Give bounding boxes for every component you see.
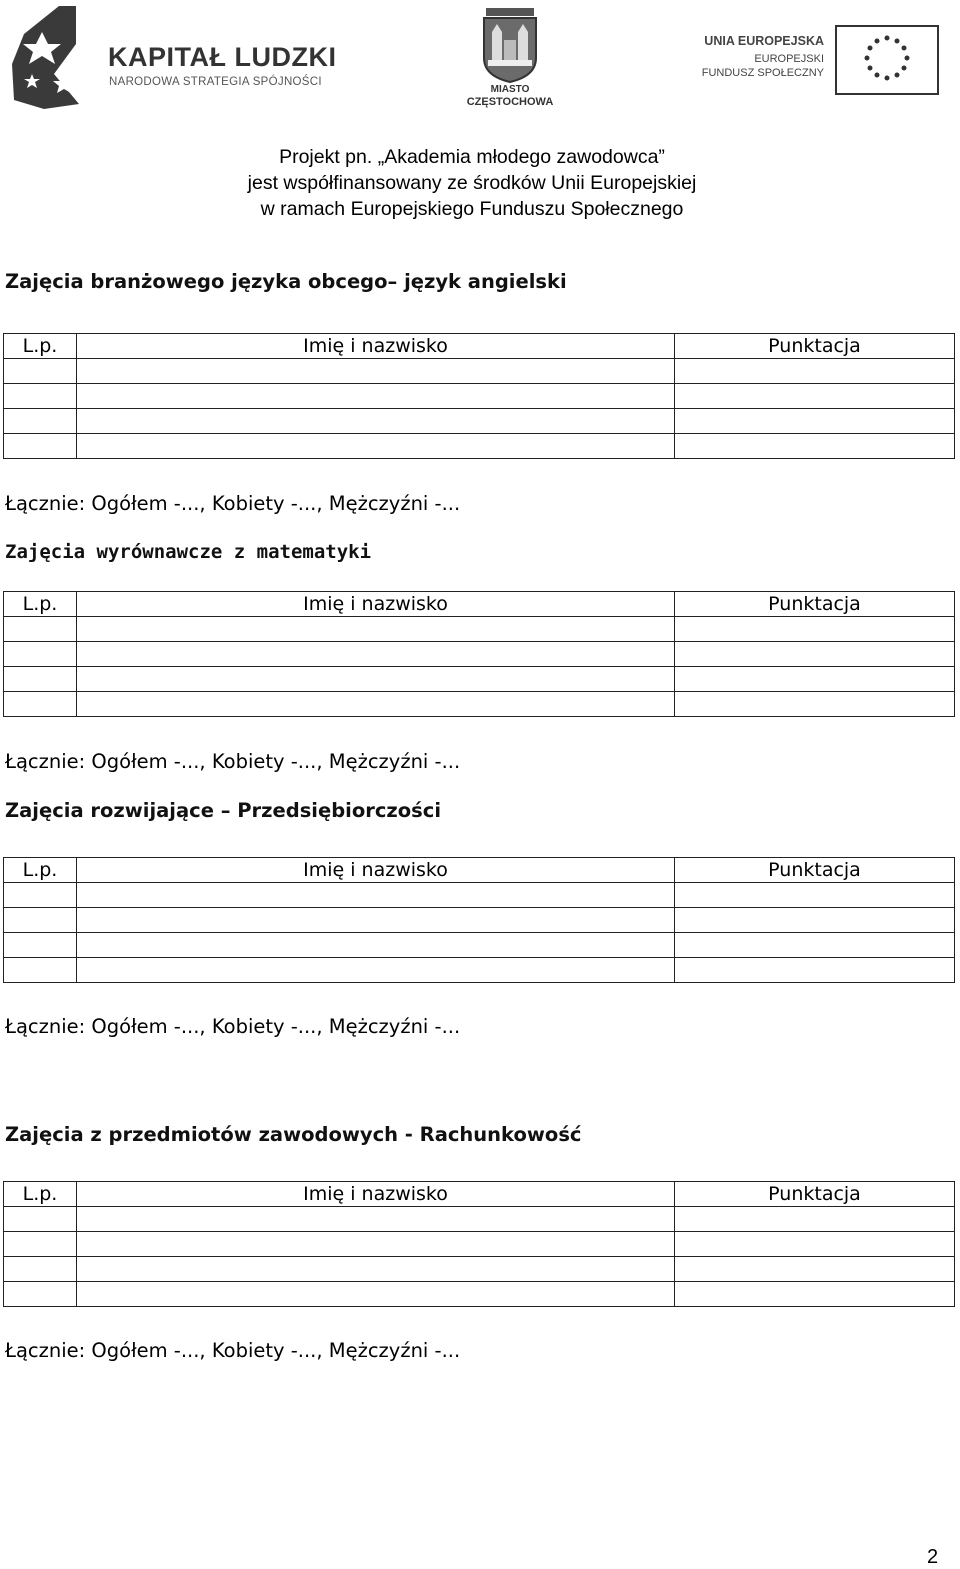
city-name-line2: CZĘSTOCHOWA — [466, 96, 554, 108]
summary-english: Łącznie: Ogółem -..., Kobiety -..., Mężczyźni -... — [5, 492, 461, 515]
participants-table-english — [3, 333, 955, 459]
table-row — [4, 1257, 955, 1282]
eu-line3: FUNDUSZ SPOŁECZNY — [701, 67, 824, 79]
participants-table-accounting — [3, 1181, 955, 1307]
cell-name[interactable] — [77, 1282, 675, 1307]
cell-lp[interactable] — [4, 908, 77, 933]
table-row — [4, 883, 955, 908]
cell-lp[interactable] — [4, 958, 77, 983]
cell-name[interactable] — [77, 933, 675, 958]
cell-lp[interactable] — [4, 1282, 77, 1307]
section-title-entrepreneurship: Zajęcia rozwijające – Przedsiębiorczości — [5, 799, 442, 822]
table-row — [4, 933, 955, 958]
header-score: Punktacja — [675, 334, 955, 359]
header-name: Imię i nazwisko — [77, 592, 675, 617]
cell-lp[interactable] — [4, 933, 77, 958]
header-score: Punktacja — [675, 1182, 955, 1207]
table-row — [4, 908, 955, 933]
cell-lp[interactable] — [4, 642, 77, 667]
table-row — [4, 617, 955, 642]
page-number: 2 — [927, 1546, 939, 1568]
cell-score[interactable] — [675, 409, 955, 434]
cell-name[interactable] — [77, 692, 675, 717]
cell-name[interactable] — [77, 1232, 675, 1257]
project-intro — [0, 144, 944, 222]
table-row — [4, 1232, 955, 1257]
cell-lp[interactable] — [4, 692, 77, 717]
summary-math: Łącznie: Ogółem -..., Kobiety -..., Mężczyźni -... — [5, 750, 461, 773]
cell-score[interactable] — [675, 642, 955, 667]
table-row — [4, 958, 955, 983]
table-header-row — [4, 1182, 955, 1207]
cell-name[interactable] — [77, 667, 675, 692]
cell-lp[interactable] — [4, 384, 77, 409]
intro-line-1: Projekt pn. „Akademia młodego zawodowca” — [279, 146, 665, 168]
cell-score[interactable] — [675, 617, 955, 642]
table-header-row — [4, 334, 955, 359]
eu-line1: UNIA EUROPEJSKA — [704, 34, 824, 48]
cell-lp[interactable] — [4, 409, 77, 434]
eu-efs-logo — [684, 24, 944, 96]
cell-lp[interactable] — [4, 667, 77, 692]
cell-score[interactable] — [675, 434, 955, 459]
cell-lp[interactable] — [4, 1257, 77, 1282]
summary-accounting: Łącznie: Ogółem -..., Kobiety -..., Mężczyźni -... — [5, 1339, 461, 1362]
table-row — [4, 434, 955, 459]
summary-entrepreneurship: Łącznie: Ogółem -..., Kobiety -..., Mężczyźni -... — [5, 1015, 461, 1038]
cell-name[interactable] — [77, 883, 675, 908]
cell-name[interactable] — [77, 617, 675, 642]
cell-name[interactable] — [77, 958, 675, 983]
cell-name[interactable] — [77, 1257, 675, 1282]
table-row — [4, 384, 955, 409]
cell-score[interactable] — [675, 958, 955, 983]
cell-name[interactable] — [77, 1207, 675, 1232]
czestochowa-coat-of-arms — [460, 6, 565, 112]
cell-score[interactable] — [675, 883, 955, 908]
cell-lp[interactable] — [4, 1207, 77, 1232]
intro-line-2: jest współfinansowany ze środków Unii Europejskiej — [247, 172, 697, 194]
section-title-math: Zajęcia wyrównawcze z matematyki — [5, 541, 372, 563]
cell-score[interactable] — [675, 359, 955, 384]
cell-score[interactable] — [675, 384, 955, 409]
table-row — [4, 1207, 955, 1232]
header-lp: L.p. — [4, 858, 77, 883]
cell-name[interactable] — [77, 908, 675, 933]
table-row — [4, 359, 955, 384]
section-title-english: Zajęcia branżowego języka obcego– język angielski — [5, 270, 567, 293]
cell-score[interactable] — [675, 1282, 955, 1307]
table-row — [4, 642, 955, 667]
eu-line2: EUROPEJSKI — [754, 53, 824, 65]
cell-score[interactable] — [675, 908, 955, 933]
city-name-line1: MIASTO — [490, 84, 530, 95]
cell-lp[interactable] — [4, 434, 77, 459]
cell-name[interactable] — [77, 642, 675, 667]
table-row — [4, 1282, 955, 1307]
cell-score[interactable] — [675, 1257, 955, 1282]
header-lp: L.p. — [4, 592, 77, 617]
cell-lp[interactable] — [4, 883, 77, 908]
cell-score[interactable] — [675, 1207, 955, 1232]
header-score: Punktacja — [675, 858, 955, 883]
eu-flag-icon — [834, 24, 940, 96]
header-name: Imię i nazwisko — [77, 334, 675, 359]
header-lp: L.p. — [4, 334, 77, 359]
section-title-accounting: Zajęcia z przedmiotów zawodowych - Rachunkowość — [5, 1123, 582, 1146]
table-row — [4, 409, 955, 434]
participants-table-math — [3, 591, 955, 717]
cell-name[interactable] — [77, 409, 675, 434]
cell-name[interactable] — [77, 359, 675, 384]
kapital-ludzki-emblem-icon — [4, 4, 104, 112]
kapital-ludzki-subtitle: NARODOWA STRATEGIA SPÓJNOŚCI — [109, 76, 322, 88]
kapital-ludzki-logo — [4, 4, 349, 112]
table-header-row — [4, 592, 955, 617]
cell-score[interactable] — [675, 1232, 955, 1257]
header-score: Punktacja — [675, 592, 955, 617]
cell-lp[interactable] — [4, 359, 77, 384]
cell-name[interactable] — [77, 384, 675, 409]
cell-score[interactable] — [675, 933, 955, 958]
table-row — [4, 667, 955, 692]
table-header-row — [4, 858, 955, 883]
cell-score[interactable] — [675, 692, 955, 717]
cell-name[interactable] — [77, 434, 675, 459]
table-row — [4, 692, 955, 717]
kapital-ludzki-title: KAPITAŁ LUDZKI — [108, 42, 337, 72]
intro-line-3: w ramach Europejskiego Funduszu Społecznego — [260, 198, 684, 220]
header-name: Imię i nazwisko — [77, 858, 675, 883]
cell-lp[interactable] — [4, 617, 77, 642]
cell-score[interactable] — [675, 667, 955, 692]
header-name: Imię i nazwisko — [77, 1182, 675, 1207]
cell-lp[interactable] — [4, 1232, 77, 1257]
participants-table-entrepreneurship — [3, 857, 955, 983]
city-crest-icon — [460, 6, 560, 84]
header-lp: L.p. — [4, 1182, 77, 1207]
